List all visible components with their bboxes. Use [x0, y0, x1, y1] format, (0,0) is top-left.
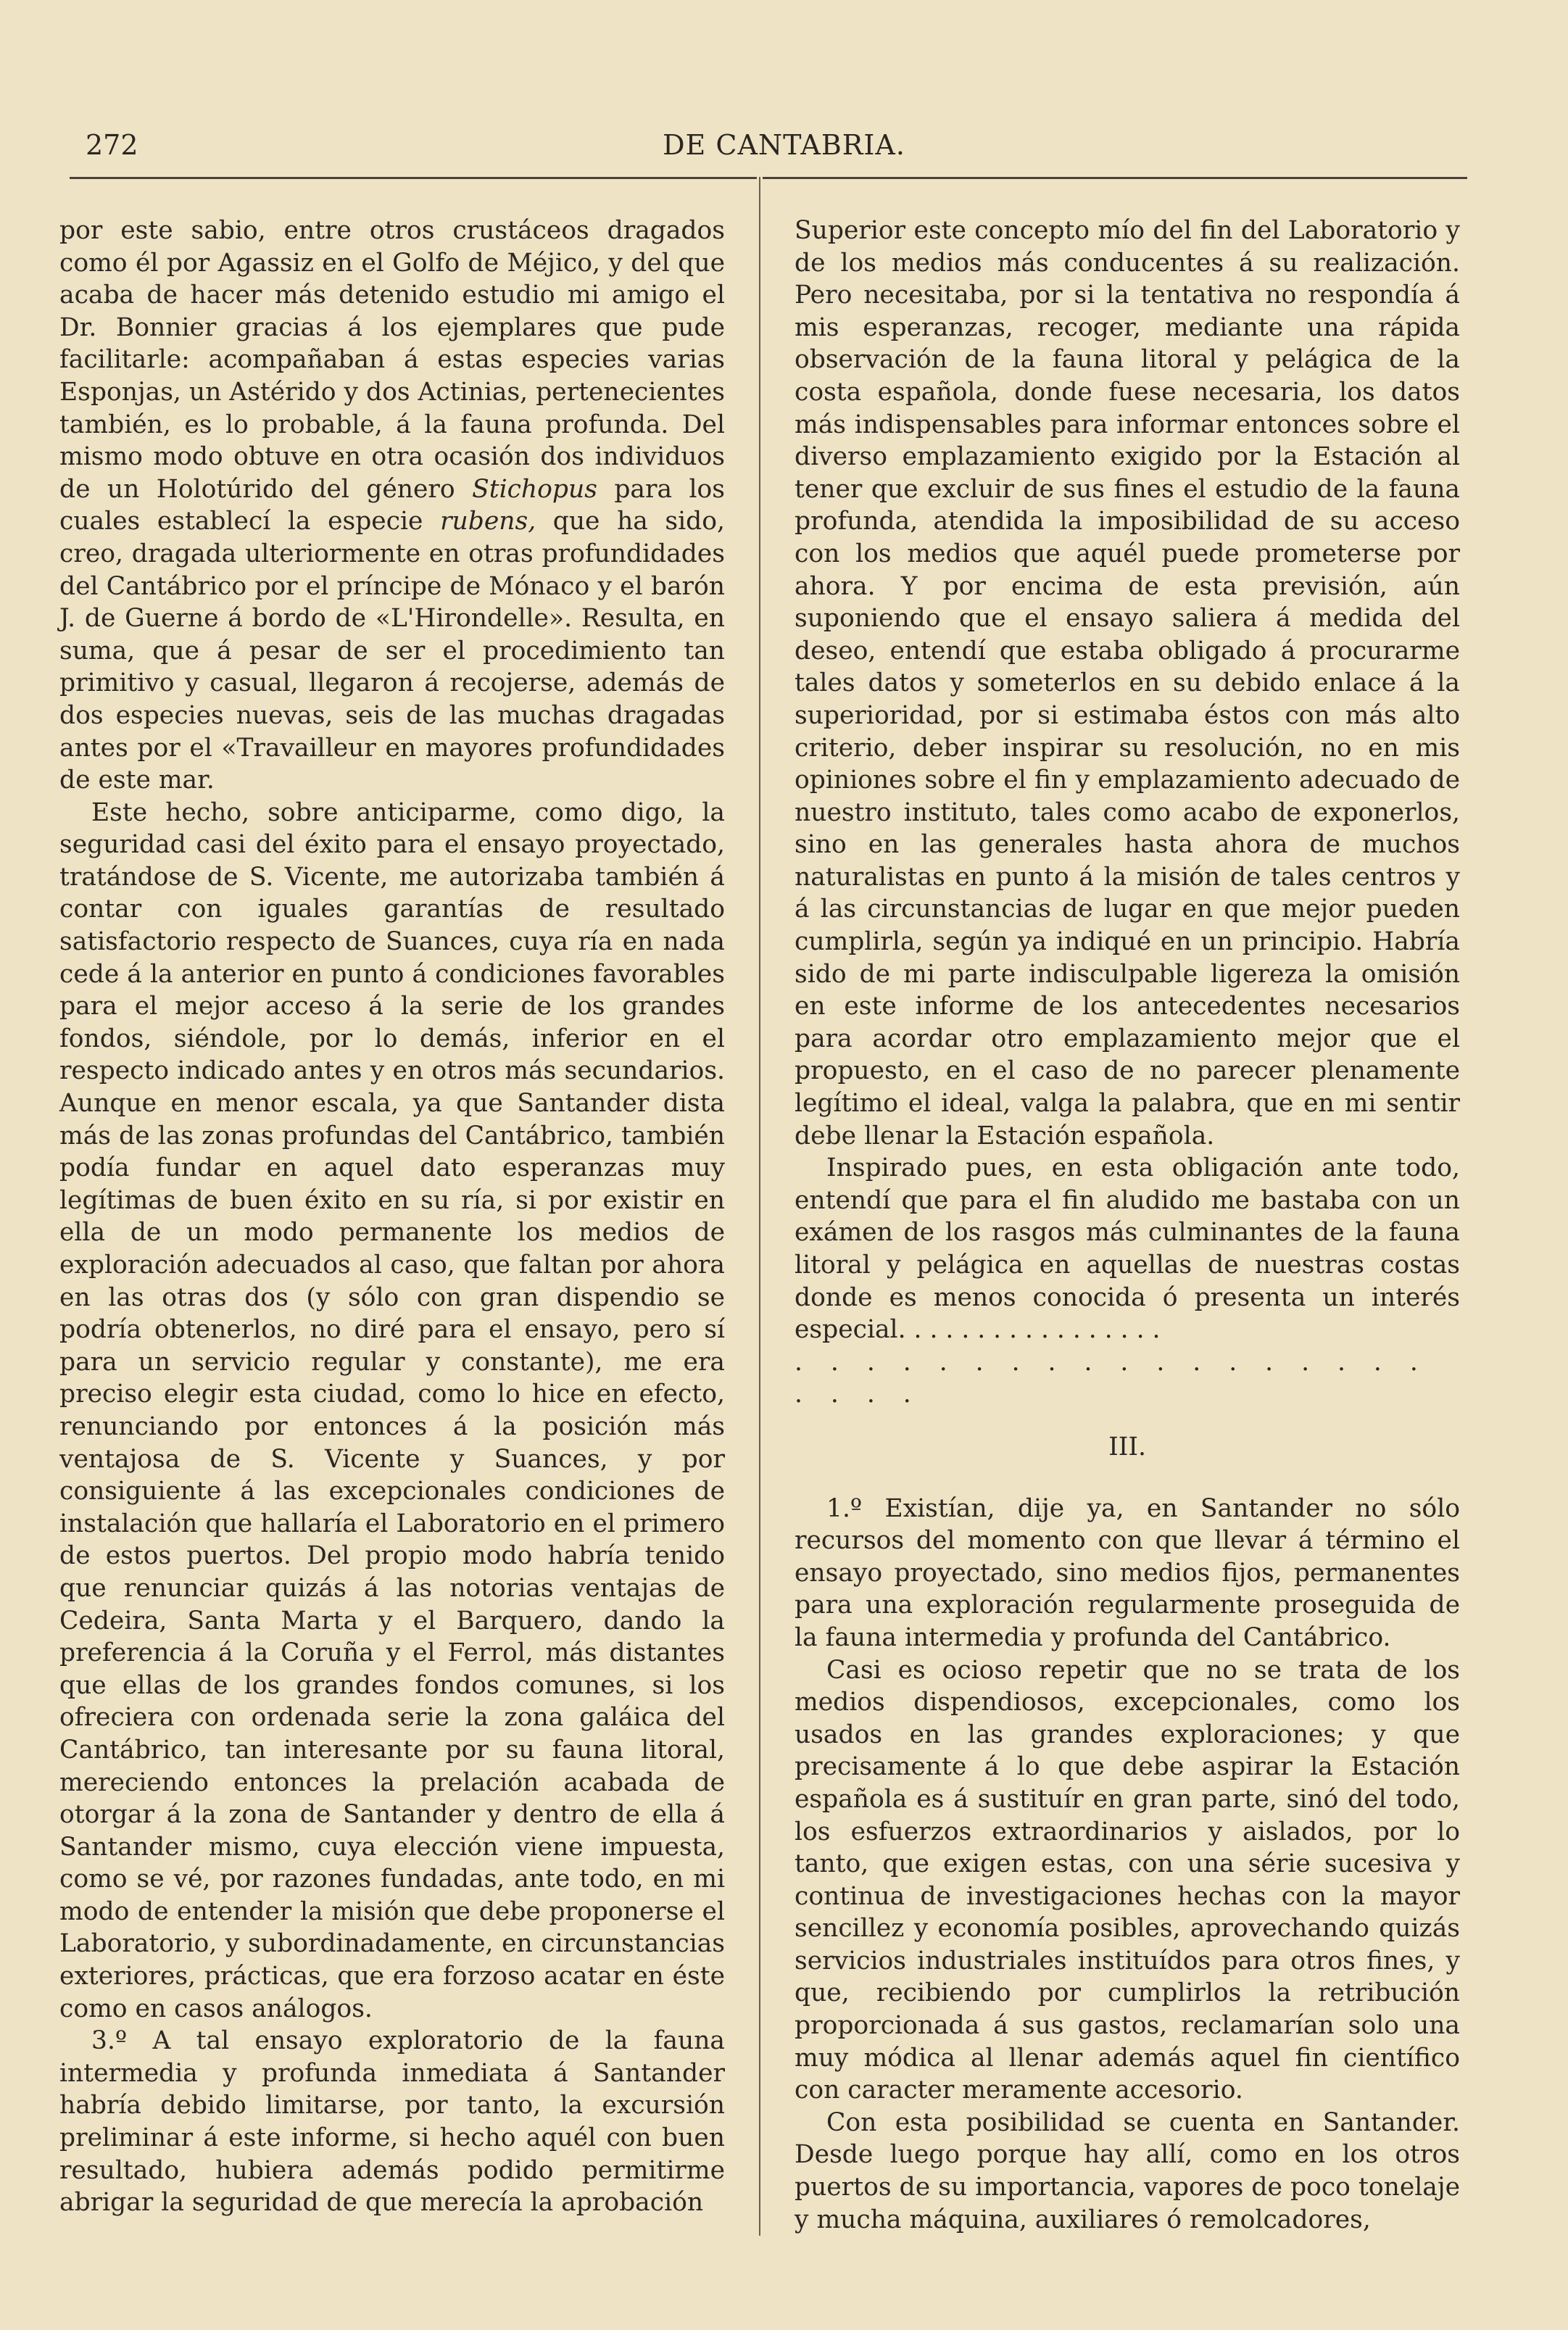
- header-rule-left: [70, 177, 757, 179]
- right-paragraph-3: 1.º Existían, dije ya, en Santander no sólo recursos del momento con que llevar á término el ensayo proyectado, sino medios fijos, permanentes para una exploración regularmente proseguida de la fauna intermedia y profunda del Cantábrico.: [795, 1493, 1460, 1652]
- page-number: 272: [86, 129, 138, 161]
- left-p1-text-c: que ha sido, creo, dragada ulteriormente en otras profundidades del Cantábrico por el príncipe de Mónaco y el barón J. de Guerne á bordo de «L'Hirondelle». Resulta, en suma, que á pesar de ser el procedimiento tan primitivo y casual, llegaron á recojerse, además de dos especies nuevas, seis de las muchas dragadas antes por el «Travailleur en mayores profundidades de este mar.: [59, 507, 725, 795]
- left-p1-text-b: para los cuales establecí la especie: [59, 474, 725, 536]
- header-rule-right: [763, 177, 1467, 179]
- species-name: rubens,: [440, 507, 536, 536]
- left-paragraph-3: 3.º A tal ensayo exploratorio de la fauna intermedia y profunda inmediata á Santander habría debido limitarse, por tanto, la excursión preliminar á este informe, si hecho aquél con buen resultado, hubiera además podido permitirme abrigar la seguridad de que merecía la aprobación: [59, 2026, 725, 2218]
- left-paragraph-1: [59, 215, 725, 797]
- genus-name: Stichopus: [472, 474, 597, 504]
- section-heading: III.: [1108, 1432, 1146, 1462]
- running-title: DE CANTABRIA.: [663, 129, 905, 161]
- left-p1-text-a: por este sabio, entre otros crustáceos dragados como él por Agassiz en el Golfo de Méjico, y del que acaba de hacer más detenido estudio mi amigo el Dr. Bonnier gracias á los ejemplares que pude facilitarle: acompañaban á estas especies varias Esponjas, un Astérido y dos Actinias, pertenecientes también, es lo probable, á la fauna profunda. Del mismo modo obtuve en otra ocasión dos individuos de un Holotúrido del género: [59, 216, 725, 504]
- right-paragraph-5: Con esta posibilidad se cuenta en Santander. Desde luego porque hay allí, como en los otros puertos de su importancia, vapores de poco tonelaje y mucha máquina, auxiliares ó remolcadores,: [795, 2107, 1460, 2234]
- column-divider: [759, 177, 760, 2236]
- ellipsis-line: . . . . . . . . . . . . . . . . . . . . . .: [795, 1347, 1428, 1409]
- left-paragraph-2: Este hecho, sobre anticiparme, como digo, la seguridad casi del éxito para el ensayo proyectado, tratándose de S. Vicente, me autorizaba también á contar con iguales garantías de resultado satisfactorio respecto de Suances, cuya ría en nada cede á la anterior en punto á condiciones favorables para el mejor acceso á la serie de los grandes fondos, siéndole, por lo demás, inferior en el respecto indicado antes y en otros más secundarios. Aunque en menor escala, ya que Santander dista más de las zonas profundas del Cantábrico, también podía fundar en aquel dato esperanzas muy legítimas de buen éxito en su ría, si por existir en ella de un modo permanente los medios de exploración adecuados al caso, que faltan por ahora en las otras dos (y sólo con gran dispendio se podría obtenerlos, no diré para el ensayo, pero sí para un servicio regular y constante), me era preciso elegir esta ciudad, como lo hice en efecto, renunciando por entonces á la posición más ventajosa de S. Vicente y Suances, y por consiguiente á las excepcionales condiciones de instalación que hallaría el Laboratorio en el primero de estos puertos. Del propio modo habría tenido que renunciar quizás á las notorias ventajas de Cedeira, Santa Marta y el Barquero, dando la preferencia á la Coruña y el Ferrol, más distantes que ellas de los grandes fondos comunes, si los ofreciera con ordenada serie la zona galáica del Cantábrico, tan interesante por su fauna litoral, mereciendo entonces la prelación acabada de otorgar á la zona de Santander y dentro de ella á Santander mismo, cuya elección viene impuesta, como se vé, por razones fundadas, ante todo, en mi modo de entender la misión que debe proponerse el Laboratorio, y subordinadamente, en circunstancias exteriores, prácticas, que era forzoso acatar en éste como en casos análogos.: [59, 797, 725, 2023]
- right-paragraph-4: Casi es ocioso repetir que no se trata de los medios dispendiosos, excepcionales, como los usados en las grandes exploraciones; y que precisamente á lo que debe aspirar la Estación española es á sustituír en gran parte, sinó del todo, los esfuerzos extraordinarios y aislados, por lo tanto, que exigen estas, con una série sucesiva y continua de investigaciones hechas con la mayor sencillez y economía posibles, aprovechando quizás servicios industriales instituídos para otros fines, y que, recibiendo por cumplirlos la retribución proporcionada á sus gastos, reclamarían solo una muy módica al llenar además aquel fin científico con caracter meramente accesorio.: [795, 1655, 1460, 2105]
- right-column: [795, 215, 1460, 2236]
- right-paragraph-2: Inspirado pues, en esta obligación ante todo, entendí que para el fin aludido me bastaba con un exámen de los rasgos más culminantes de la fauna litoral y pelágica en aquellas de nuestras costas donde es menos conocida ó presenta un interés especial. . . . . . . . . . . . . . . . .: [795, 1153, 1460, 1345]
- left-column: [59, 215, 725, 2219]
- right-paragraph-1: Superior este concepto mío del fin del Laboratorio y de los medios más conducentes á su realización. Pero necesitaba, por si la tentativa no respondía á mis esperanzas, recoger, mediante una rápida observación de la fauna litoral y pelágica de la costa española, donde fuese necesaria, los datos más indispensables para informar entonces sobre el diverso emplazamiento exigido por la Estación al tener que excluir de sus fines el estudio de la fauna profunda, atendida la imposibilidad de su acceso con los medios que aquél puede prometerse por ahora. Y por encima de esta previsión, aún suponiendo que el ensayo saliera á medida del deseo, entendí que estaba obligado á procurarme tales datos y someterlos en su debido enlace á la superioridad, por si estimaba éstos con más alto criterio, deber inspirar su resolución, no en mis opiniones sobre el fin y emplazamiento adecuado de nuestro instituto, tales como acabo de exponerlos, sino en las generales hasta ahora de muchos naturalistas en punto á la misión de tales centros y á las circunstancias de lugar en que mejor pueden cumplirla, según ya indiqué en un principio. Habría sido de mi parte indisculpable ligereza la omisión en este informe de los antecedentes necesarios para acordar otro emplazamiento mejor que el propuesto, en el caso de no parecer plenamente legítimo el ideal, valga la palabra, que en mi sentir debe llenar la Estación española.: [795, 216, 1460, 1151]
